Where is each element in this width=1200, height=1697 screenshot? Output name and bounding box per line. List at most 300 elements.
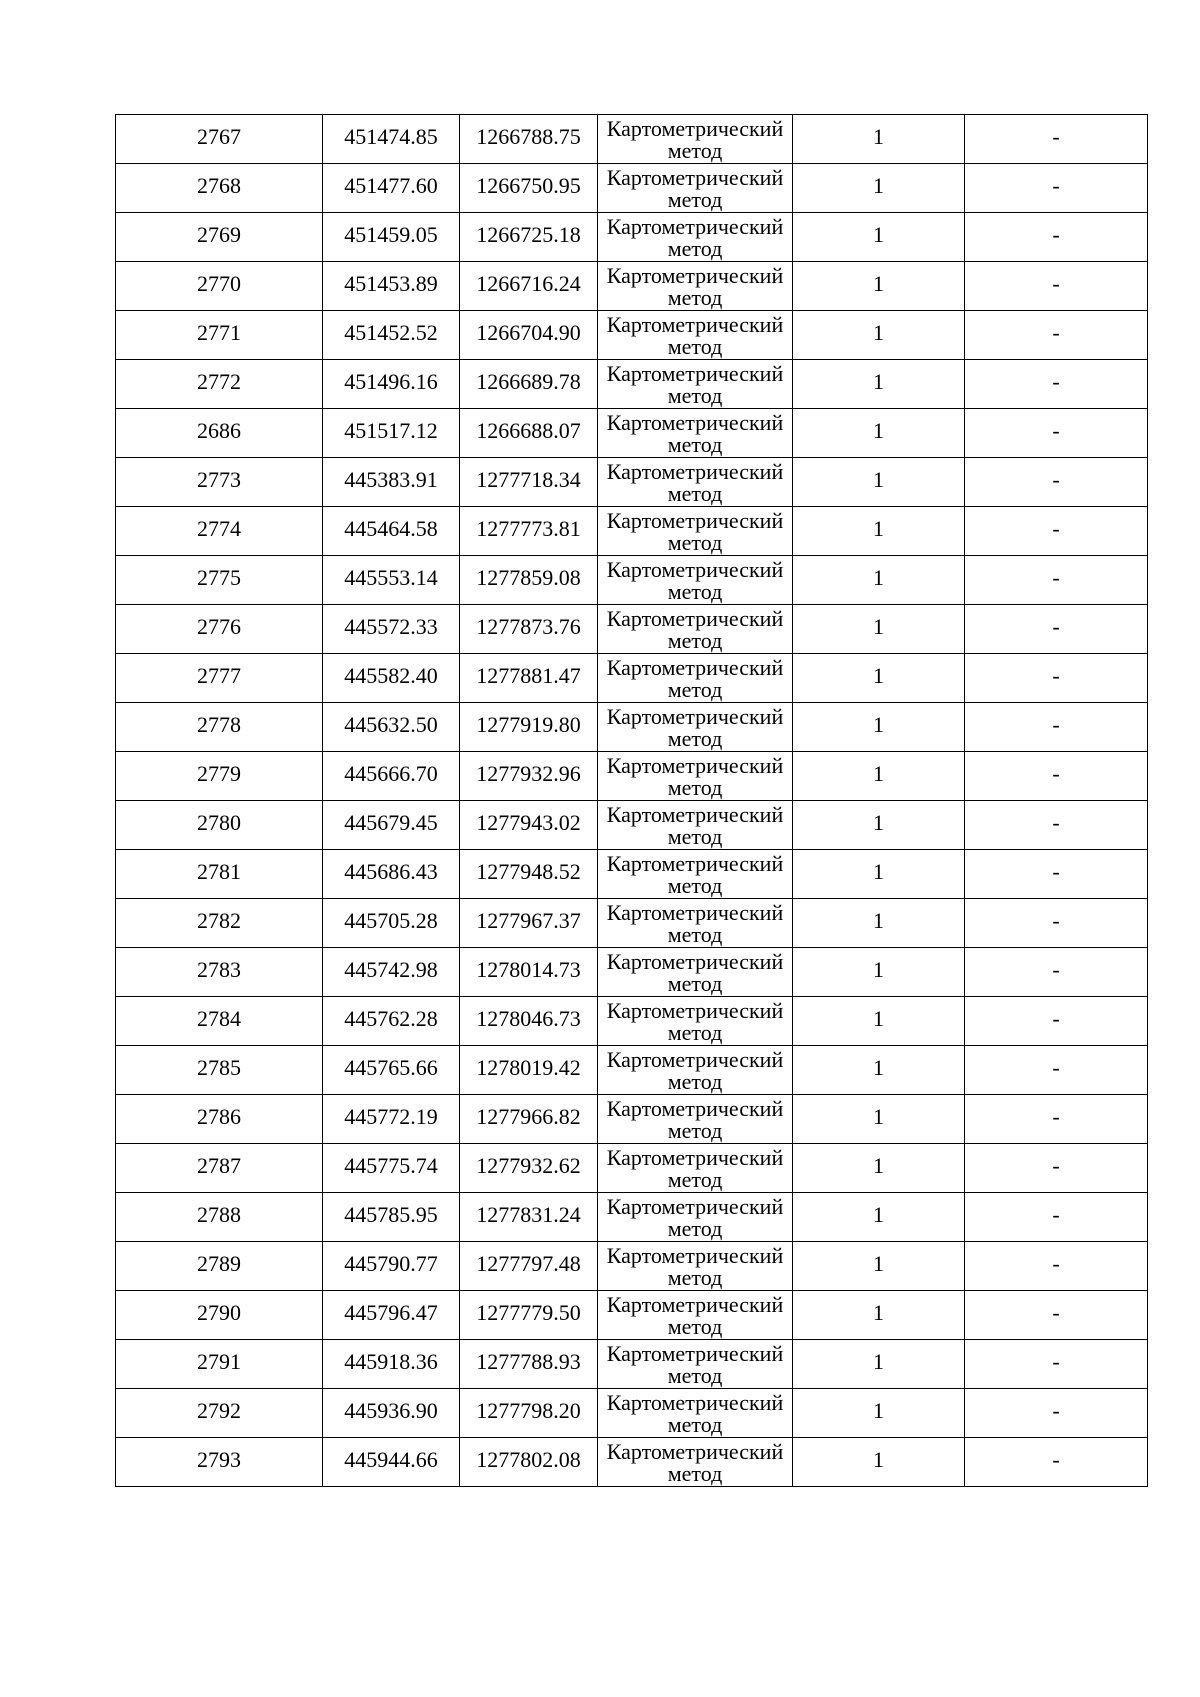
note-cell bbox=[965, 654, 1148, 703]
x-coordinate-cell bbox=[323, 1193, 460, 1242]
note-cell bbox=[965, 1242, 1148, 1291]
y-coordinate-cell bbox=[460, 752, 598, 801]
accuracy-cell bbox=[793, 360, 965, 409]
method-text: Картометрический метод bbox=[606, 116, 784, 163]
x-coordinate-cell bbox=[323, 409, 460, 458]
y-coordinate-cell bbox=[460, 948, 598, 997]
note-cell bbox=[965, 262, 1148, 311]
y-coordinate-cell bbox=[460, 997, 598, 1046]
point-number-text: 2686 bbox=[197, 418, 241, 443]
note-text: - bbox=[1052, 467, 1060, 492]
accuracy-text: 1 bbox=[873, 1055, 884, 1080]
table-row bbox=[116, 1046, 1148, 1095]
note-text: - bbox=[1052, 1251, 1060, 1276]
note-cell bbox=[965, 507, 1148, 556]
accuracy-text: 1 bbox=[873, 957, 884, 982]
point-number-cell bbox=[116, 164, 323, 213]
point-number-text: 2773 bbox=[197, 467, 241, 492]
y-coordinate-cell bbox=[460, 605, 598, 654]
table-row bbox=[116, 1144, 1148, 1193]
x-coordinate-cell bbox=[323, 213, 460, 262]
y-coordinate-text: 1277798.20 bbox=[476, 1398, 581, 1423]
method-text: Картометрический метод bbox=[606, 1292, 784, 1339]
note-cell bbox=[965, 360, 1148, 409]
method-text: Картометрический метод bbox=[606, 165, 784, 212]
table-row bbox=[116, 1193, 1148, 1242]
point-number-text: 2769 bbox=[197, 222, 241, 247]
table-row bbox=[116, 556, 1148, 605]
x-coordinate-cell bbox=[323, 703, 460, 752]
accuracy-text: 1 bbox=[873, 1398, 884, 1423]
y-coordinate-cell bbox=[460, 1242, 598, 1291]
accuracy-cell bbox=[793, 654, 965, 703]
y-coordinate-cell bbox=[460, 1340, 598, 1389]
x-coordinate-cell bbox=[323, 1340, 460, 1389]
y-coordinate-cell bbox=[460, 458, 598, 507]
accuracy-cell bbox=[793, 507, 965, 556]
accuracy-text: 1 bbox=[873, 859, 884, 884]
method-cell bbox=[598, 605, 793, 654]
y-coordinate-cell bbox=[460, 507, 598, 556]
x-coordinate-text: 445572.33 bbox=[344, 614, 438, 639]
x-coordinate-text: 445582.40 bbox=[344, 663, 438, 688]
x-coordinate-text: 451477.60 bbox=[344, 173, 438, 198]
table-row bbox=[116, 311, 1148, 360]
point-number-text: 2785 bbox=[197, 1055, 241, 1080]
point-number-text: 2786 bbox=[197, 1104, 241, 1129]
point-number-text: 2788 bbox=[197, 1202, 241, 1227]
point-number-cell bbox=[116, 703, 323, 752]
accuracy-cell bbox=[793, 1193, 965, 1242]
method-cell bbox=[598, 850, 793, 899]
y-coordinate-cell bbox=[460, 703, 598, 752]
accuracy-text: 1 bbox=[873, 271, 884, 296]
x-coordinate-text: 445918.36 bbox=[344, 1349, 438, 1374]
point-number-text: 2775 bbox=[197, 565, 241, 590]
table-row bbox=[116, 801, 1148, 850]
table-row bbox=[116, 1242, 1148, 1291]
point-number-cell bbox=[116, 409, 323, 458]
note-text: - bbox=[1052, 1104, 1060, 1129]
point-number-text: 2791 bbox=[197, 1349, 241, 1374]
y-coordinate-text: 1277967.37 bbox=[476, 908, 581, 933]
accuracy-cell bbox=[793, 1242, 965, 1291]
note-cell bbox=[965, 164, 1148, 213]
point-number-cell bbox=[116, 654, 323, 703]
accuracy-cell bbox=[793, 850, 965, 899]
point-number-text: 2777 bbox=[197, 663, 241, 688]
point-number-text: 2768 bbox=[197, 173, 241, 198]
note-cell bbox=[965, 1193, 1148, 1242]
y-coordinate-text: 1277779.50 bbox=[476, 1300, 581, 1325]
point-number-text: 2778 bbox=[197, 712, 241, 737]
note-cell bbox=[965, 752, 1148, 801]
table-row bbox=[116, 1095, 1148, 1144]
x-coordinate-cell bbox=[323, 507, 460, 556]
method-text: Картометрический метод bbox=[606, 1047, 784, 1094]
point-number-text: 2783 bbox=[197, 957, 241, 982]
accuracy-text: 1 bbox=[873, 222, 884, 247]
table-row bbox=[116, 752, 1148, 801]
method-text: Картометрический метод bbox=[606, 1341, 784, 1388]
table-row bbox=[116, 458, 1148, 507]
y-coordinate-text: 1266725.18 bbox=[476, 222, 581, 247]
method-cell bbox=[598, 1438, 793, 1487]
method-cell bbox=[598, 1242, 793, 1291]
x-coordinate-cell bbox=[323, 262, 460, 311]
point-number-cell bbox=[116, 1095, 323, 1144]
point-number-cell bbox=[116, 311, 323, 360]
point-number-text: 2781 bbox=[197, 859, 241, 884]
method-text: Картометрический метод bbox=[606, 1243, 784, 1290]
y-coordinate-cell bbox=[460, 654, 598, 703]
point-number-text: 2780 bbox=[197, 810, 241, 835]
method-cell bbox=[598, 458, 793, 507]
x-coordinate-text: 445679.45 bbox=[344, 810, 438, 835]
x-coordinate-text: 445790.77 bbox=[344, 1251, 438, 1276]
y-coordinate-text: 1266688.07 bbox=[476, 418, 581, 443]
accuracy-cell bbox=[793, 213, 965, 262]
point-number-cell bbox=[116, 850, 323, 899]
y-coordinate-cell bbox=[460, 262, 598, 311]
note-cell bbox=[965, 1095, 1148, 1144]
accuracy-cell bbox=[793, 311, 965, 360]
x-coordinate-cell bbox=[323, 1438, 460, 1487]
method-text: Картометрический метод bbox=[606, 508, 784, 555]
table-row bbox=[116, 164, 1148, 213]
x-coordinate-text: 451452.52 bbox=[344, 320, 438, 345]
point-number-cell bbox=[116, 899, 323, 948]
note-text: - bbox=[1052, 418, 1060, 443]
method-cell bbox=[598, 1095, 793, 1144]
y-coordinate-text: 1266716.24 bbox=[476, 271, 581, 296]
note-cell bbox=[965, 1144, 1148, 1193]
accuracy-text: 1 bbox=[873, 908, 884, 933]
x-coordinate-text: 445785.95 bbox=[344, 1202, 438, 1227]
accuracy-text: 1 bbox=[873, 173, 884, 198]
accuracy-text: 1 bbox=[873, 614, 884, 639]
y-coordinate-cell bbox=[460, 1144, 598, 1193]
y-coordinate-cell bbox=[460, 899, 598, 948]
note-text: - bbox=[1052, 222, 1060, 247]
point-number-text: 2779 bbox=[197, 761, 241, 786]
note-text: - bbox=[1052, 516, 1060, 541]
note-text: - bbox=[1052, 369, 1060, 394]
note-cell bbox=[965, 1438, 1148, 1487]
accuracy-text: 1 bbox=[873, 369, 884, 394]
accuracy-cell bbox=[793, 1389, 965, 1438]
x-coordinate-cell bbox=[323, 1242, 460, 1291]
y-coordinate-text: 1277943.02 bbox=[476, 810, 581, 835]
note-text: - bbox=[1052, 1055, 1060, 1080]
x-coordinate-text: 445666.70 bbox=[344, 761, 438, 786]
point-number-cell bbox=[116, 1242, 323, 1291]
table-row bbox=[116, 1291, 1148, 1340]
note-cell bbox=[965, 850, 1148, 899]
method-cell bbox=[598, 115, 793, 164]
y-coordinate-text: 1277919.80 bbox=[476, 712, 581, 737]
method-cell bbox=[598, 164, 793, 213]
x-coordinate-cell bbox=[323, 899, 460, 948]
y-coordinate-text: 1278046.73 bbox=[476, 1006, 581, 1031]
point-number-text: 2770 bbox=[197, 271, 241, 296]
point-number-text: 2784 bbox=[197, 1006, 241, 1031]
table-row bbox=[116, 948, 1148, 997]
point-number-cell bbox=[116, 1193, 323, 1242]
y-coordinate-text: 1277802.08 bbox=[476, 1447, 581, 1472]
note-cell bbox=[965, 1046, 1148, 1095]
method-text: Картометрический метод bbox=[606, 753, 784, 800]
x-coordinate-cell bbox=[323, 997, 460, 1046]
x-coordinate-cell bbox=[323, 801, 460, 850]
coordinates-table bbox=[115, 114, 1148, 1487]
x-coordinate-cell bbox=[323, 458, 460, 507]
note-cell bbox=[965, 801, 1148, 850]
method-cell bbox=[598, 507, 793, 556]
point-number-cell bbox=[116, 213, 323, 262]
accuracy-cell bbox=[793, 948, 965, 997]
point-number-text: 2790 bbox=[197, 1300, 241, 1325]
note-text: - bbox=[1052, 1447, 1060, 1472]
point-number-cell bbox=[116, 556, 323, 605]
accuracy-text: 1 bbox=[873, 1202, 884, 1227]
x-coordinate-cell bbox=[323, 115, 460, 164]
x-coordinate-cell bbox=[323, 1046, 460, 1095]
accuracy-cell bbox=[793, 115, 965, 164]
accuracy-cell bbox=[793, 899, 965, 948]
note-cell bbox=[965, 997, 1148, 1046]
point-number-cell bbox=[116, 997, 323, 1046]
note-text: - bbox=[1052, 908, 1060, 933]
note-cell bbox=[965, 1389, 1148, 1438]
note-cell bbox=[965, 605, 1148, 654]
note-cell bbox=[965, 948, 1148, 997]
y-coordinate-text: 1277797.48 bbox=[476, 1251, 581, 1276]
accuracy-text: 1 bbox=[873, 810, 884, 835]
point-number-text: 2774 bbox=[197, 516, 241, 541]
method-cell bbox=[598, 654, 793, 703]
table-body bbox=[116, 115, 1148, 1487]
x-coordinate-text: 445742.98 bbox=[344, 957, 438, 982]
note-cell bbox=[965, 409, 1148, 458]
point-number-cell bbox=[116, 507, 323, 556]
y-coordinate-cell bbox=[460, 311, 598, 360]
method-cell bbox=[598, 556, 793, 605]
y-coordinate-cell bbox=[460, 1438, 598, 1487]
point-number-text: 2782 bbox=[197, 908, 241, 933]
x-coordinate-text: 445632.50 bbox=[344, 712, 438, 737]
x-coordinate-text: 451453.89 bbox=[344, 271, 438, 296]
point-number-cell bbox=[116, 360, 323, 409]
x-coordinate-text: 451459.05 bbox=[344, 222, 438, 247]
method-text: Картометрический метод bbox=[606, 263, 784, 310]
method-cell bbox=[598, 899, 793, 948]
accuracy-text: 1 bbox=[873, 320, 884, 345]
point-number-text: 2793 bbox=[197, 1447, 241, 1472]
table-row bbox=[116, 850, 1148, 899]
note-text: - bbox=[1052, 712, 1060, 737]
point-number-cell bbox=[116, 1046, 323, 1095]
point-number-text: 2789 bbox=[197, 1251, 241, 1276]
table-row bbox=[116, 213, 1148, 262]
method-cell bbox=[598, 1046, 793, 1095]
accuracy-text: 1 bbox=[873, 1006, 884, 1031]
table-row bbox=[116, 1389, 1148, 1438]
method-cell bbox=[598, 948, 793, 997]
accuracy-text: 1 bbox=[873, 467, 884, 492]
point-number-text: 2772 bbox=[197, 369, 241, 394]
accuracy-text: 1 bbox=[873, 1349, 884, 1374]
note-text: - bbox=[1052, 1202, 1060, 1227]
method-text: Картометрический метод bbox=[606, 704, 784, 751]
y-coordinate-text: 1277881.47 bbox=[476, 663, 581, 688]
y-coordinate-text: 1266750.95 bbox=[476, 173, 581, 198]
y-coordinate-cell bbox=[460, 360, 598, 409]
point-number-cell bbox=[116, 115, 323, 164]
method-text: Картометрический метод bbox=[606, 361, 784, 408]
y-coordinate-text: 1278014.73 bbox=[476, 957, 581, 982]
method-cell bbox=[598, 1340, 793, 1389]
table-row bbox=[116, 899, 1148, 948]
method-text: Картометрический метод bbox=[606, 1145, 784, 1192]
method-cell bbox=[598, 703, 793, 752]
method-text: Картометрический метод bbox=[606, 1194, 784, 1241]
method-cell bbox=[598, 213, 793, 262]
note-text: - bbox=[1052, 859, 1060, 884]
table-row bbox=[116, 654, 1148, 703]
method-text: Картометрический метод bbox=[606, 606, 784, 653]
method-cell bbox=[598, 262, 793, 311]
note-text: - bbox=[1052, 271, 1060, 296]
method-text: Картометрический метод bbox=[606, 459, 784, 506]
x-coordinate-cell bbox=[323, 1095, 460, 1144]
accuracy-text: 1 bbox=[873, 1300, 884, 1325]
method-text: Картометрический метод bbox=[606, 410, 784, 457]
accuracy-cell bbox=[793, 164, 965, 213]
point-number-cell bbox=[116, 1389, 323, 1438]
accuracy-text: 1 bbox=[873, 712, 884, 737]
accuracy-cell bbox=[793, 1095, 965, 1144]
accuracy-cell bbox=[793, 997, 965, 1046]
x-coordinate-text: 445775.74 bbox=[344, 1153, 438, 1178]
y-coordinate-text: 1277859.08 bbox=[476, 565, 581, 590]
note-text: - bbox=[1052, 614, 1060, 639]
table-row bbox=[116, 115, 1148, 164]
table-row bbox=[116, 409, 1148, 458]
y-coordinate-cell bbox=[460, 1389, 598, 1438]
y-coordinate-text: 1277831.24 bbox=[476, 1202, 581, 1227]
note-text: - bbox=[1052, 761, 1060, 786]
note-text: - bbox=[1052, 320, 1060, 345]
table-row bbox=[116, 360, 1148, 409]
x-coordinate-text: 445936.90 bbox=[344, 1398, 438, 1423]
x-coordinate-text: 451496.16 bbox=[344, 369, 438, 394]
x-coordinate-text: 445383.91 bbox=[344, 467, 438, 492]
method-cell bbox=[598, 1389, 793, 1438]
x-coordinate-cell bbox=[323, 752, 460, 801]
point-number-cell bbox=[116, 752, 323, 801]
accuracy-cell bbox=[793, 409, 965, 458]
note-cell bbox=[965, 899, 1148, 948]
y-coordinate-cell bbox=[460, 213, 598, 262]
x-coordinate-cell bbox=[323, 605, 460, 654]
y-coordinate-cell bbox=[460, 1095, 598, 1144]
y-coordinate-cell bbox=[460, 1291, 598, 1340]
x-coordinate-text: 445772.19 bbox=[344, 1104, 438, 1129]
point-number-cell bbox=[116, 1438, 323, 1487]
note-cell bbox=[965, 1291, 1148, 1340]
x-coordinate-text: 445553.14 bbox=[344, 565, 438, 590]
method-cell bbox=[598, 360, 793, 409]
accuracy-text: 1 bbox=[873, 761, 884, 786]
accuracy-text: 1 bbox=[873, 418, 884, 443]
y-coordinate-cell bbox=[460, 556, 598, 605]
accuracy-cell bbox=[793, 752, 965, 801]
y-coordinate-text: 1266788.75 bbox=[476, 124, 581, 149]
method-text: Картометрический метод bbox=[606, 949, 784, 996]
method-text: Картометрический метод bbox=[606, 214, 784, 261]
note-cell bbox=[965, 1340, 1148, 1389]
note-text: - bbox=[1052, 1153, 1060, 1178]
table-row bbox=[116, 507, 1148, 556]
method-cell bbox=[598, 1193, 793, 1242]
table-row bbox=[116, 1340, 1148, 1389]
accuracy-cell bbox=[793, 1046, 965, 1095]
x-coordinate-text: 451517.12 bbox=[344, 418, 438, 443]
note-text: - bbox=[1052, 810, 1060, 835]
y-coordinate-cell bbox=[460, 164, 598, 213]
accuracy-text: 1 bbox=[873, 516, 884, 541]
x-coordinate-cell bbox=[323, 556, 460, 605]
accuracy-cell bbox=[793, 458, 965, 507]
point-number-text: 2787 bbox=[197, 1153, 241, 1178]
method-cell bbox=[598, 409, 793, 458]
method-cell bbox=[598, 311, 793, 360]
x-coordinate-cell bbox=[323, 311, 460, 360]
note-cell bbox=[965, 213, 1148, 262]
y-coordinate-cell bbox=[460, 850, 598, 899]
accuracy-cell bbox=[793, 556, 965, 605]
method-text: Картометрический метод bbox=[606, 1096, 784, 1143]
x-coordinate-text: 445796.47 bbox=[344, 1300, 438, 1325]
y-coordinate-text: 1277718.34 bbox=[476, 467, 581, 492]
method-cell bbox=[598, 1144, 793, 1193]
point-number-cell bbox=[116, 458, 323, 507]
method-text: Картометрический метод bbox=[606, 655, 784, 702]
y-coordinate-cell bbox=[460, 1046, 598, 1095]
point-number-cell bbox=[116, 262, 323, 311]
y-coordinate-text: 1277932.96 bbox=[476, 761, 581, 786]
table-row bbox=[116, 262, 1148, 311]
method-text: Картометрический метод bbox=[606, 851, 784, 898]
x-coordinate-text: 445464.58 bbox=[344, 516, 438, 541]
note-cell bbox=[965, 115, 1148, 164]
accuracy-text: 1 bbox=[873, 124, 884, 149]
accuracy-text: 1 bbox=[873, 663, 884, 688]
method-text: Картометрический метод bbox=[606, 802, 784, 849]
x-coordinate-text: 445705.28 bbox=[344, 908, 438, 933]
x-coordinate-cell bbox=[323, 850, 460, 899]
note-cell bbox=[965, 311, 1148, 360]
x-coordinate-cell bbox=[323, 654, 460, 703]
y-coordinate-text: 1277788.93 bbox=[476, 1349, 581, 1374]
note-text: - bbox=[1052, 565, 1060, 590]
method-text: Картометрический метод bbox=[606, 557, 784, 604]
y-coordinate-cell bbox=[460, 801, 598, 850]
x-coordinate-text: 451474.85 bbox=[344, 124, 438, 149]
method-text: Картометрический метод bbox=[606, 1390, 784, 1437]
x-coordinate-cell bbox=[323, 948, 460, 997]
